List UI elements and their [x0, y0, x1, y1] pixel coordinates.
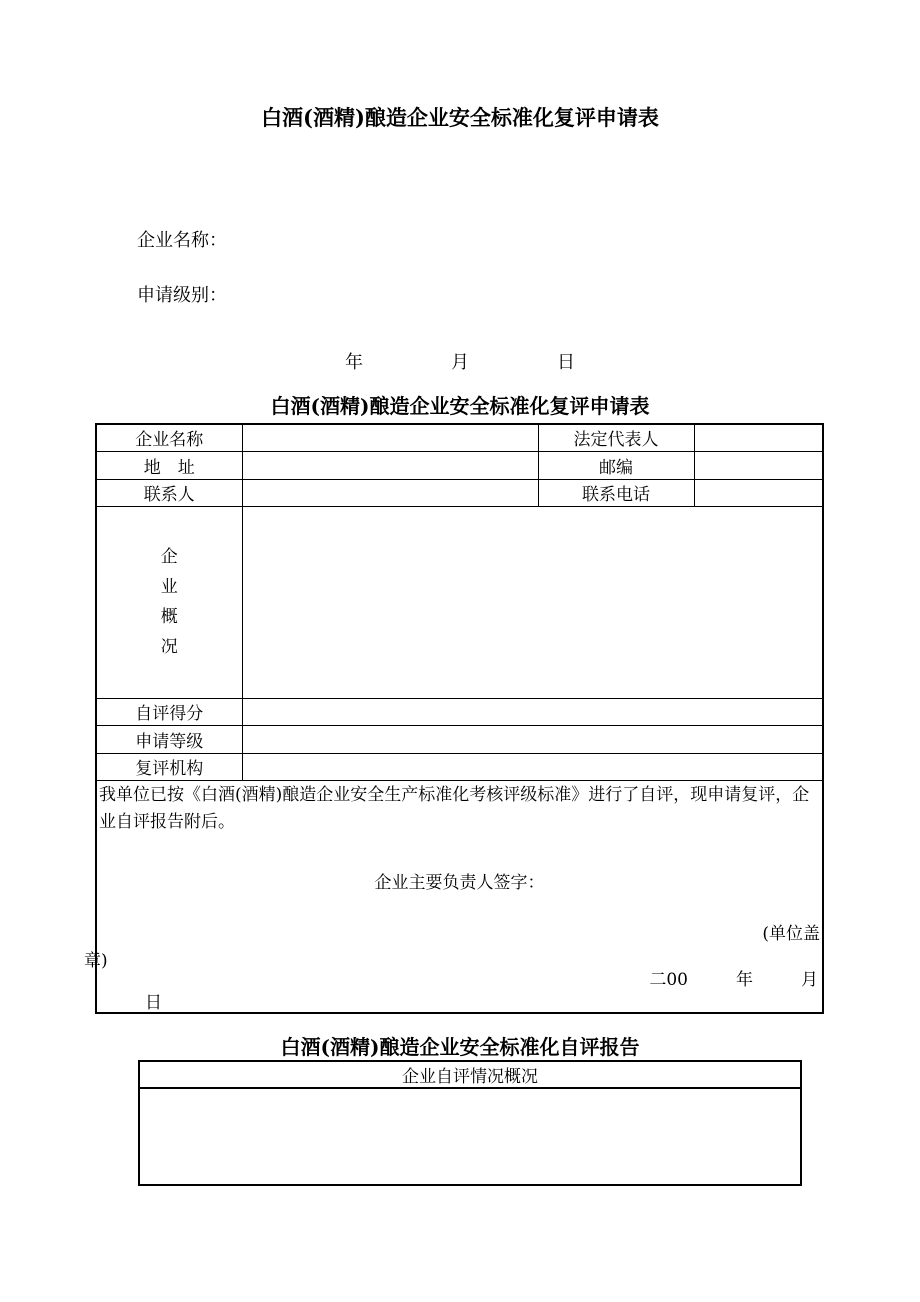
- cover-application-level-label: 申请级别：: [137, 285, 227, 306]
- seal-note-line1: (单位盖: [762, 923, 820, 944]
- table-row: [96, 753, 823, 780]
- table-row: [96, 424, 823, 451]
- table-row: [96, 698, 823, 725]
- enterprise-overview-value-cell[interactable]: [242, 506, 823, 698]
- self-score-value-cell[interactable]: [242, 698, 823, 725]
- applied-grade-label-cell: 申请等级: [96, 725, 242, 753]
- table-row: [139, 1088, 801, 1185]
- table-row: [96, 725, 823, 753]
- contact-phone-value-cell[interactable]: [694, 479, 823, 506]
- declaration-date-era: 二00: [649, 969, 688, 990]
- table-row: [96, 506, 823, 698]
- declaration-date-line: [649, 969, 818, 991]
- declaration-date-month: 月: [801, 969, 818, 990]
- legal-representative-value-cell[interactable]: [694, 424, 823, 451]
- table-row: [96, 780, 823, 1013]
- address-value-cell[interactable]: [242, 451, 538, 479]
- contact-phone-label-cell: 联系电话: [538, 479, 694, 506]
- seal-note-line2: 章): [84, 950, 108, 971]
- application-form-table: [84, 423, 824, 1014]
- application-form-title: 白酒(酒精)酿造企业安全标准化复评申请表: [270, 394, 650, 418]
- table-row: [96, 451, 823, 479]
- contact-person-label-cell: 联系人: [96, 479, 242, 506]
- report-body-cell[interactable]: [139, 1088, 801, 1185]
- declaration-date-day: 日: [145, 992, 162, 1013]
- main-title: 白酒(酒精)酿造企业安全标准化复评申请表: [261, 105, 659, 130]
- cover-enterprise-name-label: 企业名称：: [137, 230, 227, 251]
- enterprise-name-value-cell[interactable]: [242, 424, 538, 451]
- address-label-cell: 地 址: [96, 451, 242, 479]
- table-row: [139, 1061, 801, 1088]
- cover-date-line: [0, 352, 920, 374]
- signature-label: 企业主要负责人签字：: [374, 872, 545, 893]
- declaration-date-year: 年: [736, 969, 753, 990]
- cover-date-year: 年: [345, 352, 363, 373]
- contact-person-value-cell[interactable]: [242, 479, 538, 506]
- self-report-title: 白酒(酒精)酿造企业安全标准化自评报告: [280, 1035, 640, 1059]
- cover-date-day: 日: [557, 352, 575, 373]
- enterprise-overview-vertical-label: 企 业 概 况: [160, 547, 178, 657]
- legal-representative-label-cell: 法定代表人: [538, 424, 694, 451]
- enterprise-overview-label-cell: [96, 506, 242, 698]
- self-score-label-cell: 自评得分: [96, 698, 242, 725]
- applied-grade-value-cell[interactable]: [242, 725, 823, 753]
- declaration-cell: [84, 780, 823, 1013]
- cover-date-month: 月: [451, 352, 469, 373]
- postcode-label-cell: 邮编: [538, 451, 694, 479]
- table-row: [96, 479, 823, 506]
- self-report-table: [138, 1060, 802, 1186]
- enterprise-name-label-cell: 企业名称: [96, 424, 242, 451]
- report-header-cell: 企业自评情况概况: [139, 1061, 801, 1088]
- review-agency-value-cell[interactable]: [242, 753, 823, 780]
- declaration-statement: 我单位已按《白酒(酒精)酿造企业安全生产标准化考核评级标准》进行了自评，现申请复评，企业自评报告附后。: [99, 784, 810, 832]
- review-agency-label-cell: 复评机构: [96, 753, 242, 780]
- postcode-value-cell[interactable]: [694, 451, 823, 479]
